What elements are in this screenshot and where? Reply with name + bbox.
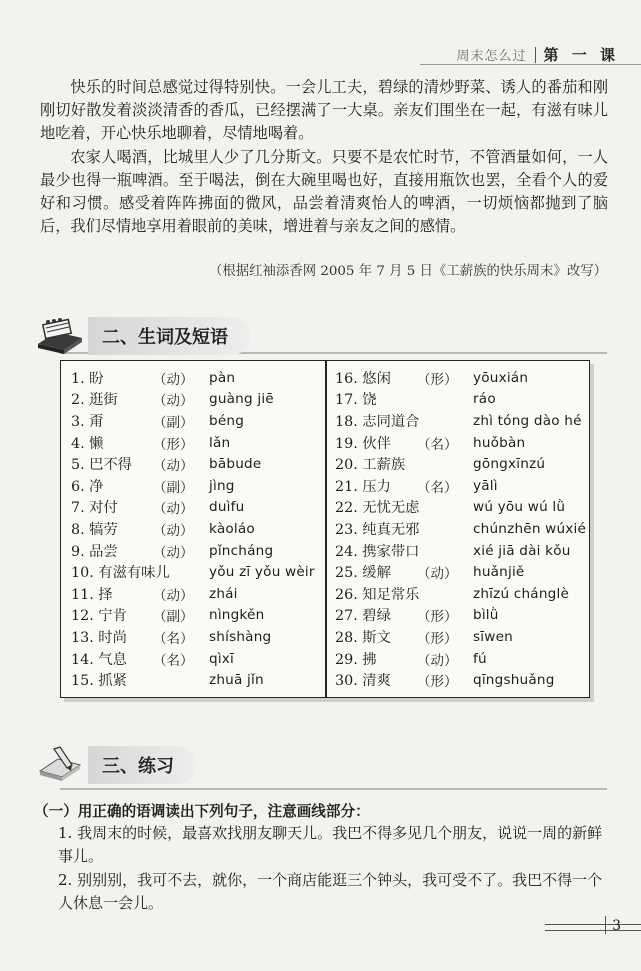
page-number-rule-top (545, 924, 641, 925)
vocab-pinyin: yōuxián (473, 369, 529, 386)
vocab-row (335, 453, 586, 475)
vocab-pinyin: shíshàng (209, 628, 272, 645)
vocab-column-left (71, 367, 315, 691)
vocab-word: 21. 压力 (335, 478, 391, 495)
vocab-row (335, 518, 586, 540)
vocab-pos: （动） (153, 522, 194, 539)
header-rule (420, 64, 641, 65)
exercise-item-text: 我周末的时候，最喜欢找朋友聊天儿。我巴不得多见几个朋友，说说一周的新鲜事儿。 (58, 824, 603, 865)
passage-paragraph-1: 快乐的时间总感觉过得特别快。一会儿工夫，碧绿的清炒野菜、诱人的番茄和刚刚切好散发着淡淡清香的香瓜，已经摆满了一大桌。亲友们围坐在一起，有滋有味儿地吃着，开心快乐地聊着，尽情地喝着。 (40, 78, 608, 143)
vocab-pinyin: yǒu zī yǒu wèir (209, 564, 315, 581)
vocab-word: 10. 有滋有味儿 (71, 565, 170, 582)
vocab-pos: （副） (153, 609, 194, 626)
vocab-word: 14. 气息 (71, 651, 127, 668)
vocab-row (71, 669, 315, 691)
vocab-word: 25. 缓解 (335, 565, 391, 582)
vocab-row (335, 583, 586, 605)
vocab-pos: （形） (153, 436, 194, 453)
page-number: 3 (612, 918, 621, 934)
vocab-word: 15. 抓紧 (71, 673, 127, 690)
vocab-pinyin: duìfu (209, 499, 245, 516)
vocab-column-right (335, 367, 586, 691)
vocab-pinyin: wú yōu wú lǜ (473, 499, 566, 516)
section-2-heading (34, 316, 250, 356)
vocab-word: 5. 巴不得 (71, 457, 133, 474)
vocab-row (335, 626, 586, 648)
vocab-word: 3. 甭 (71, 413, 104, 430)
exercise-heading: （一）用正确的语调读出下列句子，注意画线部分： (34, 803, 370, 820)
vocab-column-divider (325, 361, 327, 697)
vocab-row (335, 648, 586, 670)
vocab-row (71, 626, 315, 648)
vocab-pinyin: béng (209, 412, 245, 429)
vocab-word: 22. 无忧无虑 (335, 500, 420, 517)
vocab-word: 24. 携家带口 (335, 543, 420, 560)
vocab-word: 17. 饶 (335, 392, 377, 409)
vocab-word: 19. 伙伴 (335, 435, 391, 452)
pencil-book-icon (34, 745, 86, 785)
vocab-pinyin: xié jiā dài kǒu (473, 542, 571, 559)
vocab-word: 29. 拂 (335, 651, 377, 668)
vocab-pinyin: jìng (209, 477, 235, 494)
vocab-word: 6. 净 (71, 478, 104, 495)
section-3-underline (60, 788, 607, 790)
passage-paragraph-2: 农家人喝酒，比城里人少了几分斯文。只要不是农忙时节，不管酒量如何，一人最少也得一瓶啤酒。至于喝法，倒在大碗里喝也好，直接用瓶饮也罢，全看个人的爱好和习惯。感受着阵阵拂面的微风，品尝着清爽怡人的啤酒，一切烦恼都抛到了脑后，我们尽情地享用着眼前的美味，增进着与亲友之间的感情。 (40, 147, 608, 236)
running-header (457, 44, 619, 65)
vocab-pinyin: zhīzú chánglè (473, 585, 570, 602)
vocab-word: 4. 懒 (71, 435, 104, 452)
vocab-pinyin: sīwen (473, 628, 513, 645)
header-separator (535, 47, 536, 63)
vocab-pinyin: pàn (209, 369, 236, 386)
vocab-row (335, 540, 586, 562)
page-number-rule-bottom (545, 930, 641, 931)
vocab-pos: （形） (417, 371, 458, 388)
vocab-pos: （副） (153, 479, 194, 496)
passage-source: （根据红袖添香网 2005 年 7 月 5 日《工薪族的快乐周末》改写） (208, 264, 607, 279)
vocab-word: 20. 工薪族 (335, 457, 406, 474)
vocab-pinyin: gōngxīnzú (473, 456, 546, 473)
vocab-row (335, 410, 586, 432)
lesson-number: 第 一 课 (543, 46, 619, 64)
vocab-pinyin: guàng jiē (209, 391, 274, 408)
vocab-word: 16. 悠闲 (335, 370, 391, 387)
vocab-row (71, 410, 315, 432)
vocab-pos: （动） (153, 587, 194, 604)
vocab-row (71, 367, 315, 389)
vocab-pinyin: huǎnjiě (473, 564, 525, 581)
vocab-row (335, 389, 586, 411)
vocab-pinyin: bābude (209, 456, 262, 473)
vocab-pinyin: kàoláo (209, 520, 255, 537)
vocab-row (71, 540, 315, 562)
vocab-pos: （名） (417, 479, 458, 496)
vocab-pinyin: zhái (209, 585, 238, 602)
vocab-word: 27. 碧绿 (335, 608, 391, 625)
vocab-pos: （名） (417, 436, 458, 453)
vocab-pos: （名） (153, 652, 194, 669)
exercise-item-number: 1. (58, 824, 73, 842)
vocab-pos: （动） (417, 652, 458, 669)
vocab-word: 2. 逛街 (71, 392, 118, 409)
vocab-word: 30. 清爽 (335, 673, 391, 690)
vocab-pinyin: zhì tóng dào hé (473, 412, 582, 429)
vocab-pos: （动） (153, 371, 194, 388)
vocab-pos: （动） (153, 393, 194, 410)
vocab-pos: （动） (153, 544, 194, 561)
vocab-row (335, 669, 586, 691)
vocab-row (71, 475, 315, 497)
vocab-word: 11. 择 (71, 586, 113, 603)
vocab-word: 12. 宁肯 (71, 608, 127, 625)
exercise-item-number: 2. (58, 871, 73, 889)
vocab-pinyin: lǎn (209, 434, 231, 451)
vocab-pos: （形） (417, 630, 458, 647)
vocab-pinyin: pǐncháng (209, 542, 274, 559)
vocab-row (71, 561, 315, 583)
vocab-pinyin: yālì (473, 477, 498, 494)
vocab-pinyin: fú (473, 650, 487, 667)
vocab-row (71, 497, 315, 519)
exercise-item (58, 869, 610, 914)
vocab-pinyin: chúnzhēn wúxié (473, 520, 587, 537)
section-3-heading (34, 745, 196, 785)
reading-passage (40, 76, 608, 238)
vocab-pos: （副） (153, 414, 194, 431)
vocab-word: 1. 盼 (71, 370, 104, 387)
vocab-pos: （名） (153, 630, 194, 647)
vocab-pos: （动） (153, 458, 194, 475)
vocab-pinyin: nìngkěn (209, 607, 265, 624)
vocab-pinyin: zhuā jǐn (209, 672, 264, 689)
section-3-title: 三、练习 (88, 746, 196, 784)
vocab-pinyin: huǒbàn (473, 434, 526, 451)
vocab-row (335, 367, 586, 389)
vocab-word: 23. 纯真无邪 (335, 521, 420, 538)
vocab-word: 9. 品尝 (71, 543, 118, 560)
vocab-row (71, 583, 315, 605)
vocab-row (71, 518, 315, 540)
vocab-pinyin: ráo (473, 391, 496, 408)
vocab-row (71, 648, 315, 670)
vocab-row (335, 497, 586, 519)
vocab-pos: （动） (153, 501, 194, 518)
vocab-word: 18. 志同道合 (335, 413, 420, 430)
vocab-word: 13. 时尚 (71, 629, 127, 646)
vocab-pinyin: qìxī (209, 650, 235, 667)
exercise-item (58, 822, 610, 867)
vocab-pinyin: qīngshuǎng (473, 672, 555, 689)
vocab-word: 8. 犒劳 (71, 521, 118, 538)
vocab-row (71, 432, 315, 454)
vocab-row (71, 453, 315, 475)
vocab-word: 26. 知足常乐 (335, 586, 420, 603)
vocab-row (335, 432, 586, 454)
vocab-word: 7. 对付 (71, 500, 118, 517)
vocabulary-table (60, 360, 590, 698)
vocab-row (335, 561, 586, 583)
section-2-title: 二、生词及短语 (88, 317, 250, 355)
vocab-row (71, 605, 315, 627)
exercise-item-text: 别别别，我可不去，就你，一个商店能逛三个钟头，我可受不了。我巴不得一个人休息一会儿。 (58, 871, 603, 912)
vocab-row (335, 475, 586, 497)
vocab-pinyin: bìlǜ (473, 607, 499, 624)
notebook-icon (34, 316, 86, 356)
exercise-list (58, 822, 610, 916)
vocab-word: 28. 斯文 (335, 629, 391, 646)
page-number-tick (605, 916, 606, 934)
vocab-row (335, 605, 586, 627)
vocab-row (71, 389, 315, 411)
vocab-pos: （动） (417, 566, 458, 583)
vocab-pos: （形） (417, 609, 458, 626)
vocab-pos: （形） (417, 674, 458, 691)
lesson-tag: 周末怎么过 (456, 49, 527, 64)
